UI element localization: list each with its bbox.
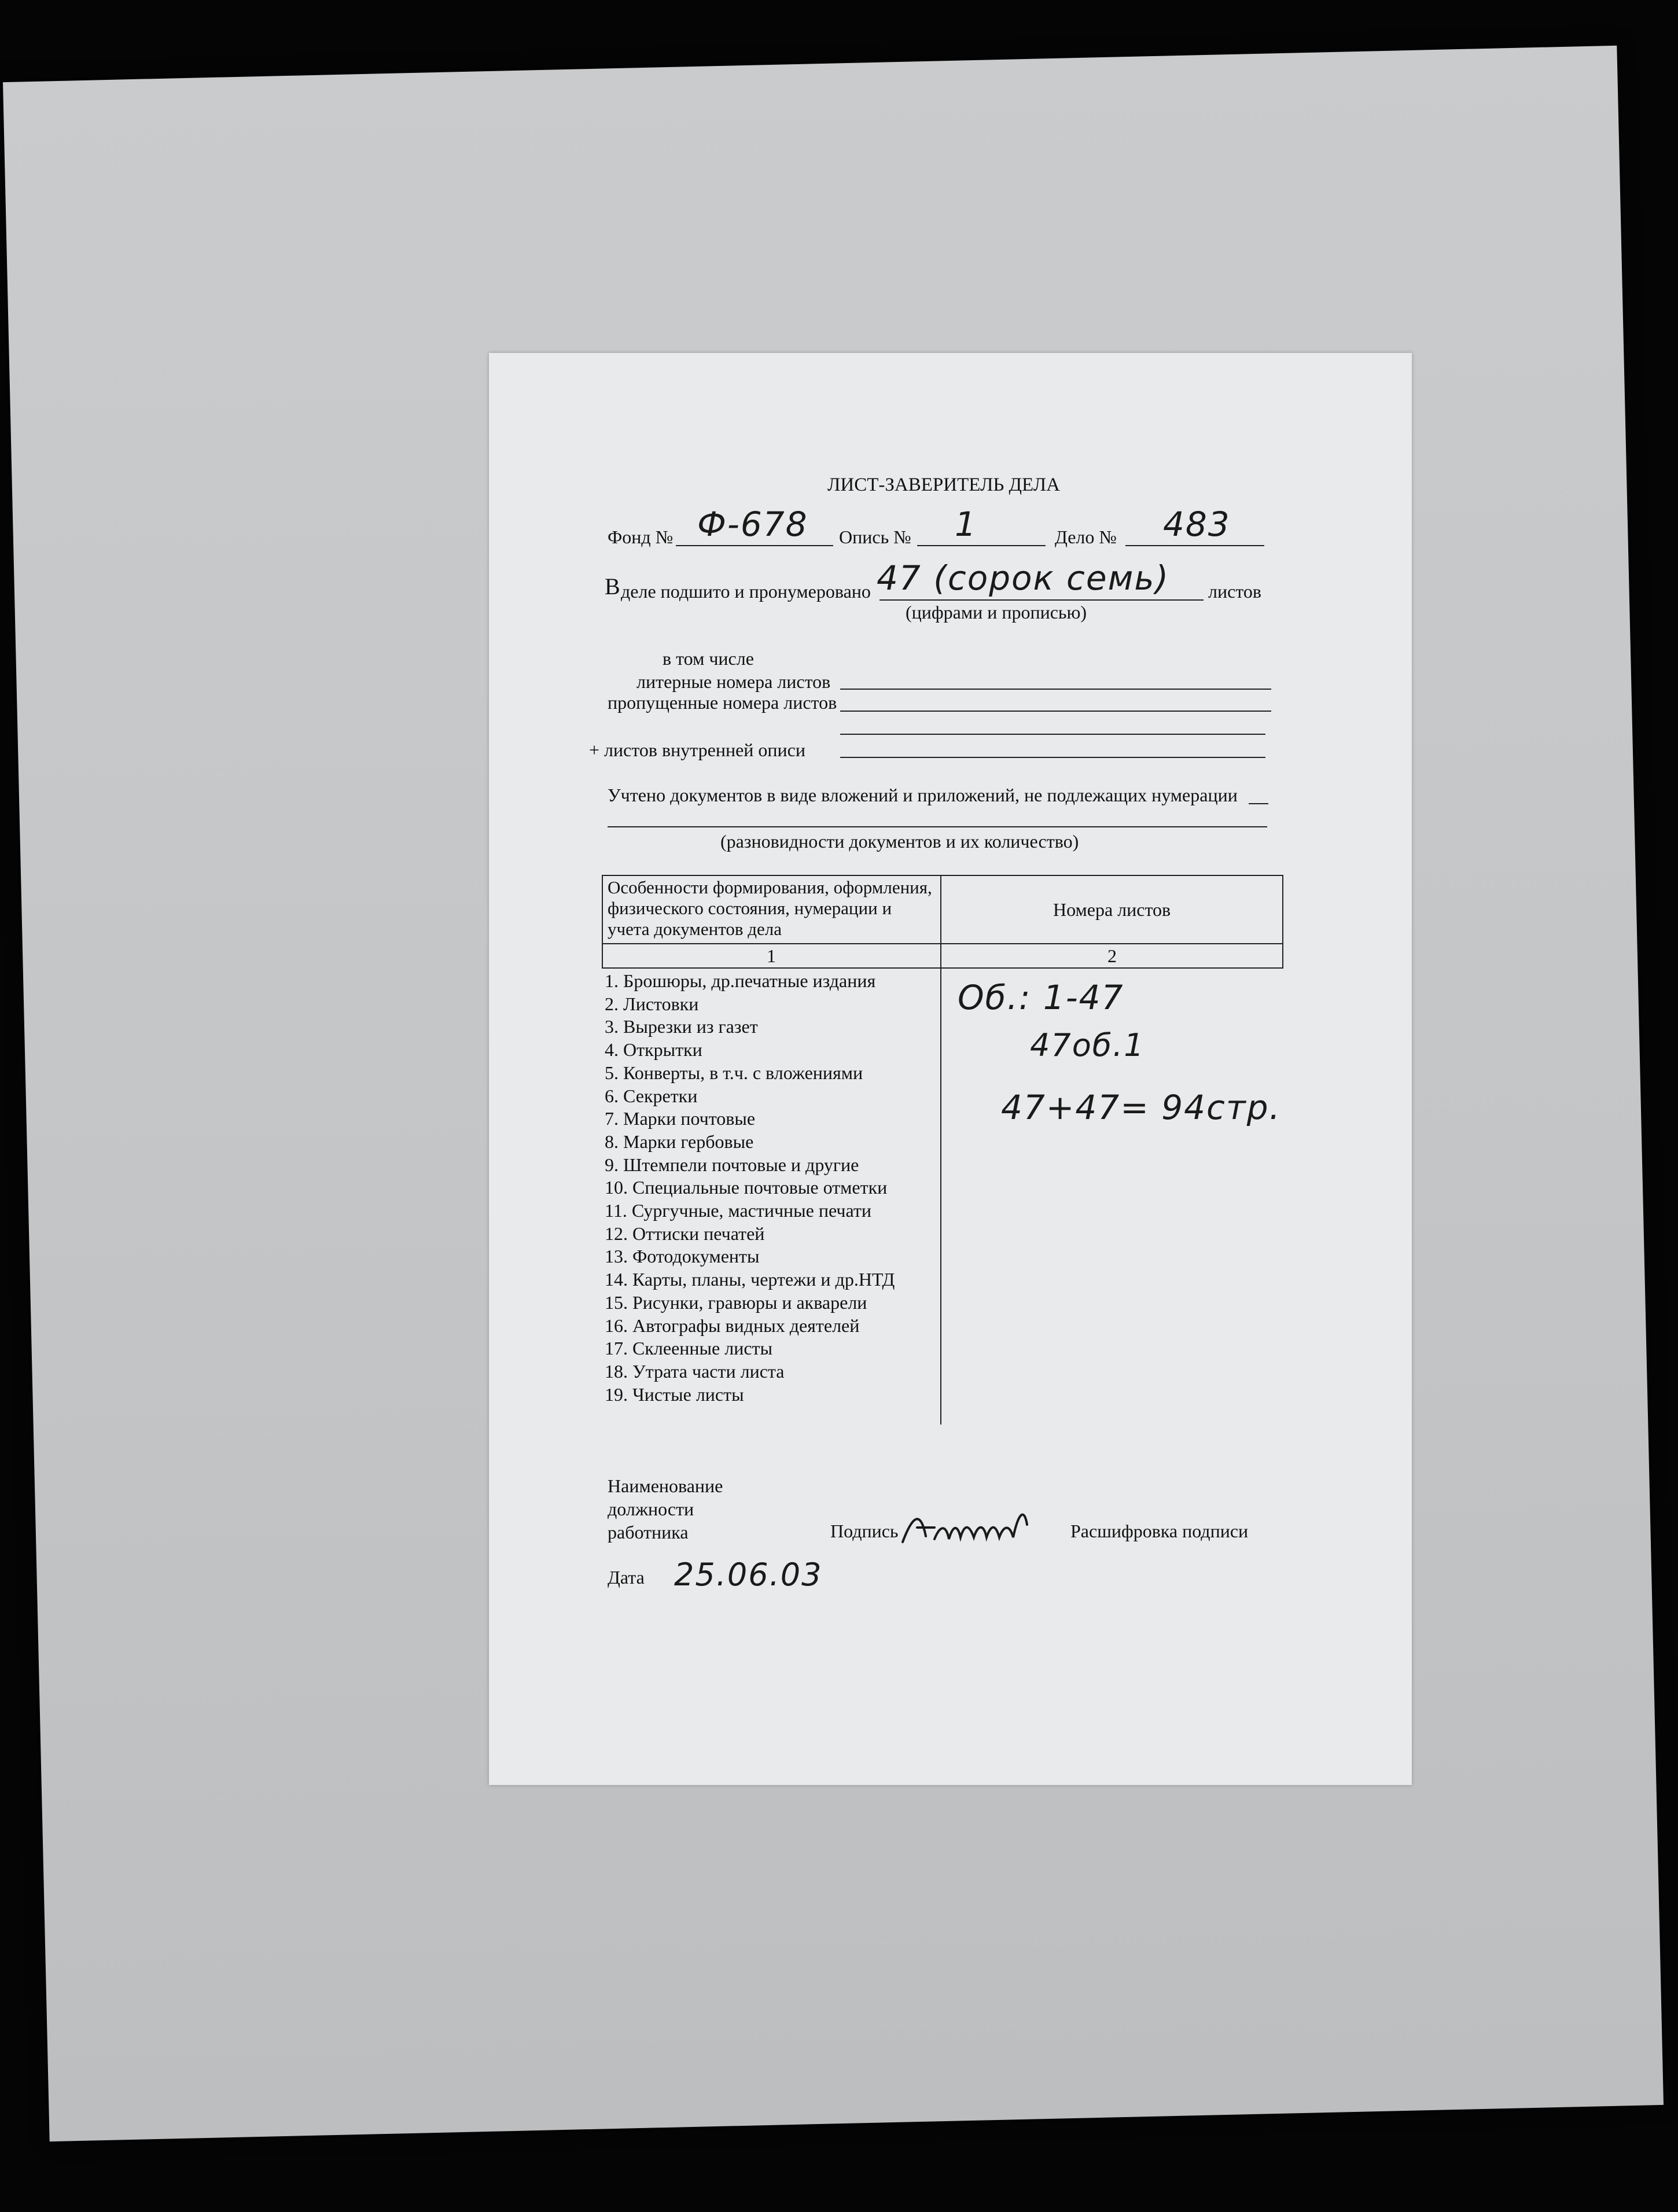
sewn-value: 47 (сорок семь) xyxy=(877,558,1170,598)
fond-value: Ф-678 xyxy=(697,505,808,544)
opis-underline xyxy=(917,545,1046,546)
table-col2-header: Номера листов xyxy=(1053,899,1171,920)
list-item: 10. Специальные почтовые отметки xyxy=(605,1177,888,1198)
table-number-row-divider xyxy=(602,943,1283,944)
including-label: в том числе xyxy=(663,648,754,669)
inner-underline xyxy=(840,757,1265,758)
list-item: 2. Листовки xyxy=(605,993,699,1014)
opis-value: 1 xyxy=(955,505,977,544)
list-item: 12. Оттиски печатей xyxy=(605,1223,765,1244)
date-value: 25.06.03 xyxy=(674,1556,823,1593)
list-item: 13. Фотодокументы xyxy=(605,1246,760,1267)
list-item: 19. Чистые листы xyxy=(605,1383,744,1405)
list-item: 17. Склеенные листы xyxy=(605,1338,772,1359)
handwritten-note: 47об.1 xyxy=(1030,1027,1145,1063)
fond-underline xyxy=(676,545,833,546)
decode-label: Расшифровка подписи xyxy=(1070,1521,1249,1541)
sewn-hint: (цифрами и прописью) xyxy=(906,602,1087,623)
counted-underline-end xyxy=(1249,803,1268,804)
list-item: 11. Сургучные, мастичные печати xyxy=(605,1200,871,1221)
delo-label: Дело № xyxy=(1055,527,1117,547)
literal-underline xyxy=(840,689,1271,690)
signature-mark xyxy=(900,1501,1050,1554)
list-item: 7. Марки почтовые xyxy=(605,1108,756,1129)
list-item: 4. Открытки xyxy=(605,1039,702,1061)
list-item: 8. Марки гербовые xyxy=(605,1131,754,1152)
list-item: 16. Автографы видных деятелей xyxy=(605,1315,860,1336)
position-label: Наименование должности работника xyxy=(608,1475,723,1543)
table-col1-header: Особенности формирования, оформления, физического состояния, нумерации и учета документов дела xyxy=(608,877,932,939)
list-item: 3. Вырезки из газет xyxy=(605,1016,758,1037)
table-col2-number: 2 xyxy=(1107,945,1117,966)
table-column-divider xyxy=(940,875,941,1425)
fond-label: Фонд № xyxy=(608,527,674,547)
delo-underline xyxy=(1125,545,1264,546)
list-item: 5. Конверты, в т.ч. с вложениями xyxy=(605,1062,863,1083)
signature-label: Подпись xyxy=(830,1521,899,1541)
date-label: Дата xyxy=(608,1567,645,1588)
delo-value: 483 xyxy=(1163,505,1231,544)
sewn-label-initial: В xyxy=(605,573,620,599)
sewn-label: деле подшито и пронумеровано xyxy=(621,581,871,602)
sheets-word: листов xyxy=(1208,581,1261,602)
literal-label: литерные номера листов xyxy=(636,671,831,692)
handwritten-note: Об.: 1-47 xyxy=(958,978,1124,1017)
list-item: 6. Секретки xyxy=(605,1085,698,1106)
features-list xyxy=(605,970,929,1406)
kinds-hint: (разновидности документов и их количество) xyxy=(720,831,1079,852)
inner-inventory-label: + листов внутренней описи xyxy=(589,739,805,760)
opis-label: Опись № xyxy=(839,527,911,547)
counted-underline xyxy=(608,826,1267,827)
page-title: ЛИСТ-ЗАВЕРИТЕЛЬ ДЕЛА xyxy=(827,474,1060,495)
list-item: 14. Карты, планы, чертежи и др.НТД xyxy=(605,1269,895,1290)
list-item: 15. Рисунки, гравюры и акварели xyxy=(605,1291,867,1313)
list-item: 18. Утрата части листа xyxy=(605,1360,785,1382)
missing-label: пропущенные номера листов xyxy=(608,692,837,713)
table-col1-number: 1 xyxy=(767,945,776,966)
missing-underline-2 xyxy=(840,734,1265,735)
handwritten-note: 47+47= 94стр. xyxy=(1001,1088,1281,1127)
list-item: 9. Штемпели почтовые и другие xyxy=(605,1154,859,1175)
sewn-underline xyxy=(880,599,1204,601)
counted-label: Учтено документов в виде вложений и приложений, не подлежащих нумерации xyxy=(608,785,1238,805)
missing-underline xyxy=(840,711,1271,712)
list-item: 1. Брошюры, др.печатные издания xyxy=(605,970,876,991)
